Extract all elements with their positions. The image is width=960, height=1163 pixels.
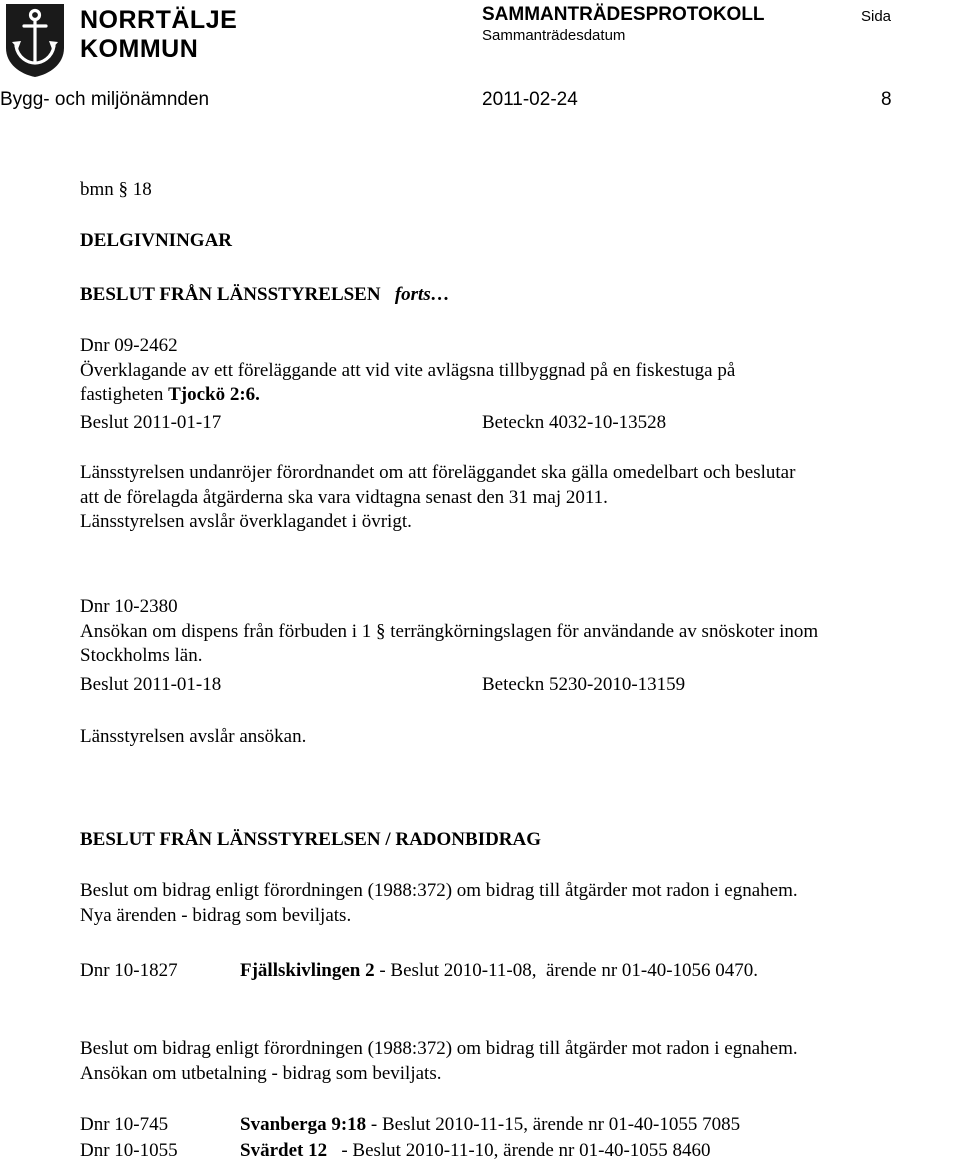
radon-description-line2: Ansökan om utbetalning - bidrag som beviljats. [80,1062,442,1084]
radon-row-detail: - Beslut 2010-11-10, ärende nr 01-40-1055 8460 [327,1140,711,1161]
radon-description-line1: Beslut om bidrag enligt förordningen (1988:372) om bidrag till åtgärder mot radon i egnahem. [80,880,798,901]
radon-row-dnr: Dnr 10-1827 [80,960,178,981]
heading-beslut-lansstyrelsen [80,283,450,307]
radon-row-detail: - Beslut 2010-11-15, ärende nr 01-40-1055 7085 [366,1114,741,1135]
meeting-date: 2011-02-24 [482,89,578,110]
section-number: bmn § 18 [80,179,152,200]
anchor-shield-icon [2,2,68,78]
radon-row-property: Fjällskivlingen 2 [240,960,375,981]
committee-name: Bygg- och miljönämnden [0,89,210,110]
meeting-date-label: Sammanträdesdatum [482,27,626,44]
radon-row-property: Svanberga 9:18 [240,1114,367,1135]
radon-description-line2: Nya ärenden - bidrag som beviljats. [80,904,352,926]
property-name: Tjockö 2:6. [168,384,260,405]
radon-block-2 [80,1037,958,1086]
case-description-prefix: fastigheten [80,384,169,405]
case-reference: Beteckn 4032-10-13528 [482,412,667,433]
case-description-line1: Ansökan om dispens från förbuden i 1 § terrängkörningslagen för användande av snöskoter inom [80,620,819,642]
radon-row-dnr: Dnr 10-745 [80,1114,169,1135]
decision-text-line1: Länsstyrelsen undanröjer förordnandet om att föreläggandet ska gälla omedelbart och beslutar [80,462,796,483]
heading-radon: BESLUT FRÅN LÄNSSTYRELSEN / RADONBIDRAG [80,829,542,850]
radon-row [80,1139,711,1163]
radon-row-detail: - Beslut 2010-11-08, ärende nr 01-40-1056 0470. [374,960,759,981]
heading-forts: forts… [394,284,450,305]
logo-text-line2: KOMMUN [80,35,199,63]
case-description-line2: Stockholms län. [80,645,203,666]
radon-block-1 [80,879,958,928]
case-decision-text-2: Länsstyrelsen avslår ansökan. [80,726,307,747]
radon-row-property: Svärdet 12 [240,1140,328,1161]
case-decision-text-1 [80,461,958,535]
heading-delgivningar: DELGIVNINGAR [80,230,233,251]
radon-row [80,959,758,983]
case-dnr: Dnr 09-2462 [80,335,178,356]
decision-text-line2: att de förelagda åtgärderna ska vara vidtagna senast den 31 maj 2011. [80,486,608,508]
case-item-1 [80,334,958,408]
page-label: Sida [861,8,892,25]
case-dnr: Dnr 10-2380 [80,596,178,617]
case-reference: Beteckn 5230-2010-13159 [482,674,686,695]
case-item-2 [80,595,958,669]
logo-text-line1: NORRTÄLJE [80,6,238,34]
radon-description-line1: Beslut om bidrag enligt förordningen (1988:372) om bidrag till åtgärder mot radon i egnahem. [80,1038,798,1059]
heading-beslut-text: BESLUT FRÅN LÄNSSTYRELSEN [80,284,381,305]
decision-text-line3: Länsstyrelsen avslår överklagandet i övrigt. [80,511,412,532]
case-description-line1: Överklagande av ett föreläggande att vid vite avlägsna tillbyggnad på en fiskestuga på [80,359,736,381]
radon-row-dnr: Dnr 10-1055 [80,1140,178,1161]
case-description-line2 [80,383,958,408]
radon-row [80,1113,740,1137]
case-decision-date: Beslut 2011-01-17 [80,412,222,433]
municipality-logo [2,2,68,78]
case-decision-date: Beslut 2011-01-18 [80,674,222,695]
protocol-title: SAMMANTRÄDESPROTOKOLL [482,4,765,25]
page-number: 8 [881,89,892,110]
